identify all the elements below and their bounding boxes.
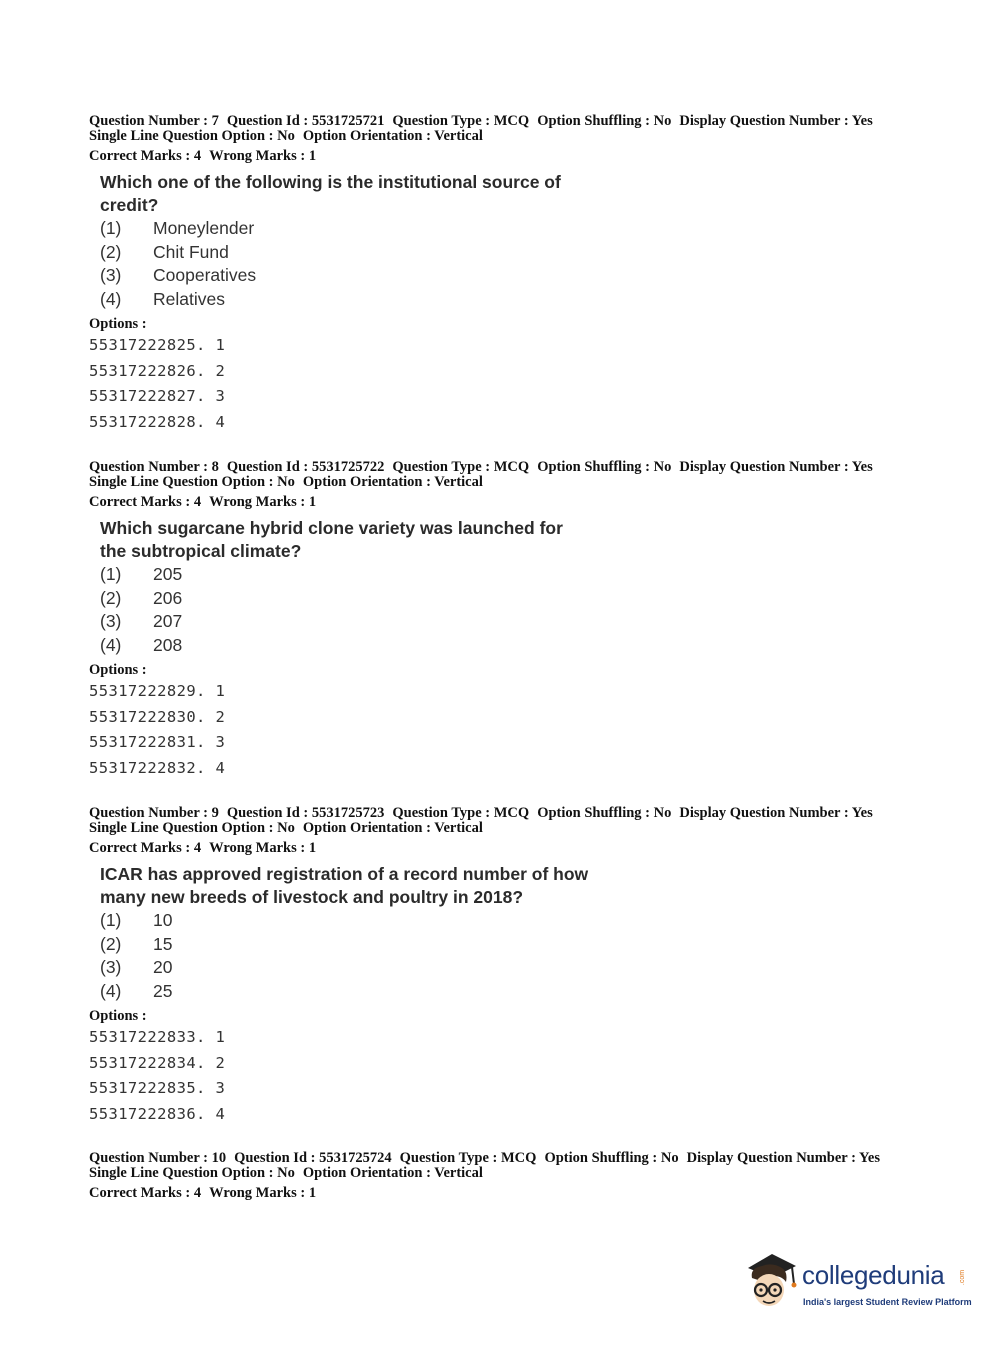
question-id: Question Id : 5531725723 — [226, 805, 385, 821]
option-orientation: Option Orientation : Vertical — [302, 474, 483, 490]
option-shuffling: Option Shuffling : No — [537, 459, 672, 475]
choice-label: 205 — [153, 564, 183, 584]
question-text: ICAR has approved registration of a record number of how many new breeds of livestock and poultry in 2018? — [100, 864, 589, 907]
option-id: 55317222835. 3 — [89, 1079, 226, 1097]
choice-label: Moneylender — [153, 218, 255, 238]
option-shuffling: Option Shuffling : No — [537, 113, 672, 129]
options-label: Options : — [89, 1008, 147, 1024]
wrong-marks: Wrong Marks : 1 — [209, 1185, 317, 1201]
choice-label: 206 — [153, 587, 183, 608]
choice-number: (4) — [100, 980, 122, 1001]
question-text: Which sugarcane hybrid clone variety was launched for the subtropical climate? — [100, 518, 563, 561]
question-number: Question Number : 7 — [89, 113, 219, 129]
correct-marks: Correct Marks : 4 — [89, 1185, 202, 1201]
correct-marks: Correct Marks : 4 — [89, 148, 202, 164]
correct-marks: Correct Marks : 4 — [89, 494, 202, 510]
choice-item — [100, 563, 889, 587]
question-block-9 — [89, 806, 889, 1127]
marks-line — [89, 1186, 889, 1201]
question-meta-line1 — [89, 460, 889, 475]
choice-label: 15 — [153, 933, 173, 954]
choice-item — [100, 956, 889, 980]
choice-number: (2) — [100, 587, 122, 608]
choice-list — [100, 563, 889, 657]
question-id: Question Id : 5531725722 — [226, 459, 385, 475]
option-orientation: Option Orientation : Vertical — [302, 820, 483, 836]
choice-number: (3) — [100, 957, 122, 977]
choice-label: 25 — [153, 980, 173, 1001]
question-type: Question Type : MCQ — [392, 113, 530, 129]
option-id: 55317222829. 1 — [89, 682, 226, 700]
choice-label: 20 — [153, 957, 173, 977]
collegedunia-logo — [742, 1250, 972, 1320]
choice-item — [100, 217, 889, 241]
choice-list — [100, 909, 889, 1003]
display-question-number: Display Question Number : Yes — [679, 805, 873, 821]
single-line-option: Single Line Question Option : No — [89, 1165, 295, 1181]
logo-name: collegedunia — [802, 1260, 945, 1290]
options-label: Options : — [89, 316, 147, 332]
option-shuffling: Option Shuffling : No — [537, 805, 672, 821]
choice-number: (2) — [100, 933, 122, 954]
choice-item — [100, 933, 889, 957]
question-meta-line2 — [89, 129, 889, 144]
marks-line — [89, 841, 889, 856]
question-block-7 — [89, 114, 889, 435]
question-type: Question Type : MCQ — [392, 805, 530, 821]
question-text: Which one of the following is the institutional source of credit? — [100, 172, 561, 215]
question-id: Question Id : 5531725724 — [234, 1150, 392, 1166]
choice-list — [100, 217, 889, 311]
single-line-option: Single Line Question Option : No — [89, 474, 295, 490]
mascot-icon — [742, 1252, 800, 1314]
choice-item — [100, 587, 889, 611]
display-question-number: Display Question Number : Yes — [679, 113, 873, 129]
choice-number: (4) — [100, 634, 122, 655]
choice-number: (1) — [100, 910, 122, 930]
choice-number: (1) — [100, 564, 122, 584]
option-orientation: Option Orientation : Vertical — [302, 1165, 483, 1181]
choice-number: (1) — [100, 218, 122, 238]
single-line-option: Single Line Question Option : No — [89, 820, 295, 836]
question-type: Question Type : MCQ — [392, 459, 530, 475]
marks-line — [89, 495, 889, 510]
option-id: 55317222827. 3 — [89, 387, 226, 405]
choice-label: 10 — [153, 910, 173, 930]
question-meta-line2 — [89, 1166, 889, 1181]
choice-label: Cooperatives — [153, 265, 257, 285]
logo-tagline: India's largest Student Review Platform — [803, 1297, 972, 1307]
question-number: Question Number : 8 — [89, 459, 219, 475]
wrong-marks: Wrong Marks : 1 — [209, 148, 317, 164]
correct-marks: Correct Marks : 4 — [89, 840, 202, 856]
question-block-10 — [89, 1151, 889, 1201]
option-id: 55317222834. 2 — [89, 1053, 226, 1072]
single-line-option: Single Line Question Option : No — [89, 128, 295, 144]
wrong-marks: Wrong Marks : 1 — [209, 840, 317, 856]
display-question-number: Display Question Number : Yes — [686, 1150, 880, 1166]
choice-item — [100, 241, 889, 265]
display-question-number: Display Question Number : Yes — [679, 459, 873, 475]
question-block-8 — [89, 460, 889, 781]
choice-item — [100, 264, 889, 288]
question-number: Question Number : 10 — [89, 1150, 227, 1166]
option-id: 55317222836. 4 — [89, 1104, 226, 1123]
question-number: Question Number : 9 — [89, 805, 219, 821]
question-meta-line1 — [89, 1151, 889, 1166]
wrong-marks: Wrong Marks : 1 — [209, 494, 317, 510]
choice-number: (2) — [100, 241, 122, 262]
marks-line — [89, 149, 889, 164]
option-id: 55317222830. 2 — [89, 707, 226, 726]
choice-item — [100, 980, 889, 1004]
choice-item — [100, 610, 889, 634]
choice-item — [100, 288, 889, 312]
option-id: 55317222832. 4 — [89, 758, 226, 777]
option-shuffling: Option Shuffling : No — [544, 1150, 679, 1166]
question-type: Question Type : MCQ — [399, 1150, 537, 1166]
choice-label: Chit Fund — [153, 241, 229, 262]
option-id: 55317222826. 2 — [89, 361, 226, 380]
question-meta-line1 — [89, 114, 889, 129]
option-orientation: Option Orientation : Vertical — [302, 128, 483, 144]
choice-label: 207 — [153, 611, 183, 631]
question-meta-line2 — [89, 475, 889, 490]
choice-item — [100, 634, 889, 658]
choice-number: (3) — [100, 265, 122, 285]
options-label: Options : — [89, 662, 147, 678]
choice-label: 208 — [153, 634, 183, 655]
option-id: 55317222833. 1 — [89, 1028, 226, 1046]
option-id: 55317222831. 3 — [89, 733, 226, 751]
question-id: Question Id : 5531725721 — [226, 113, 385, 129]
option-id: 55317222828. 4 — [89, 412, 226, 431]
choice-number: (3) — [100, 611, 122, 631]
choice-number: (4) — [100, 288, 122, 309]
question-meta-line2 — [89, 821, 889, 836]
question-meta-line1 — [89, 806, 889, 821]
option-id: 55317222825. 1 — [89, 336, 226, 354]
choice-item — [100, 909, 889, 933]
choice-label: Relatives — [153, 288, 225, 309]
logo-suffix: .com — [959, 1269, 967, 1286]
